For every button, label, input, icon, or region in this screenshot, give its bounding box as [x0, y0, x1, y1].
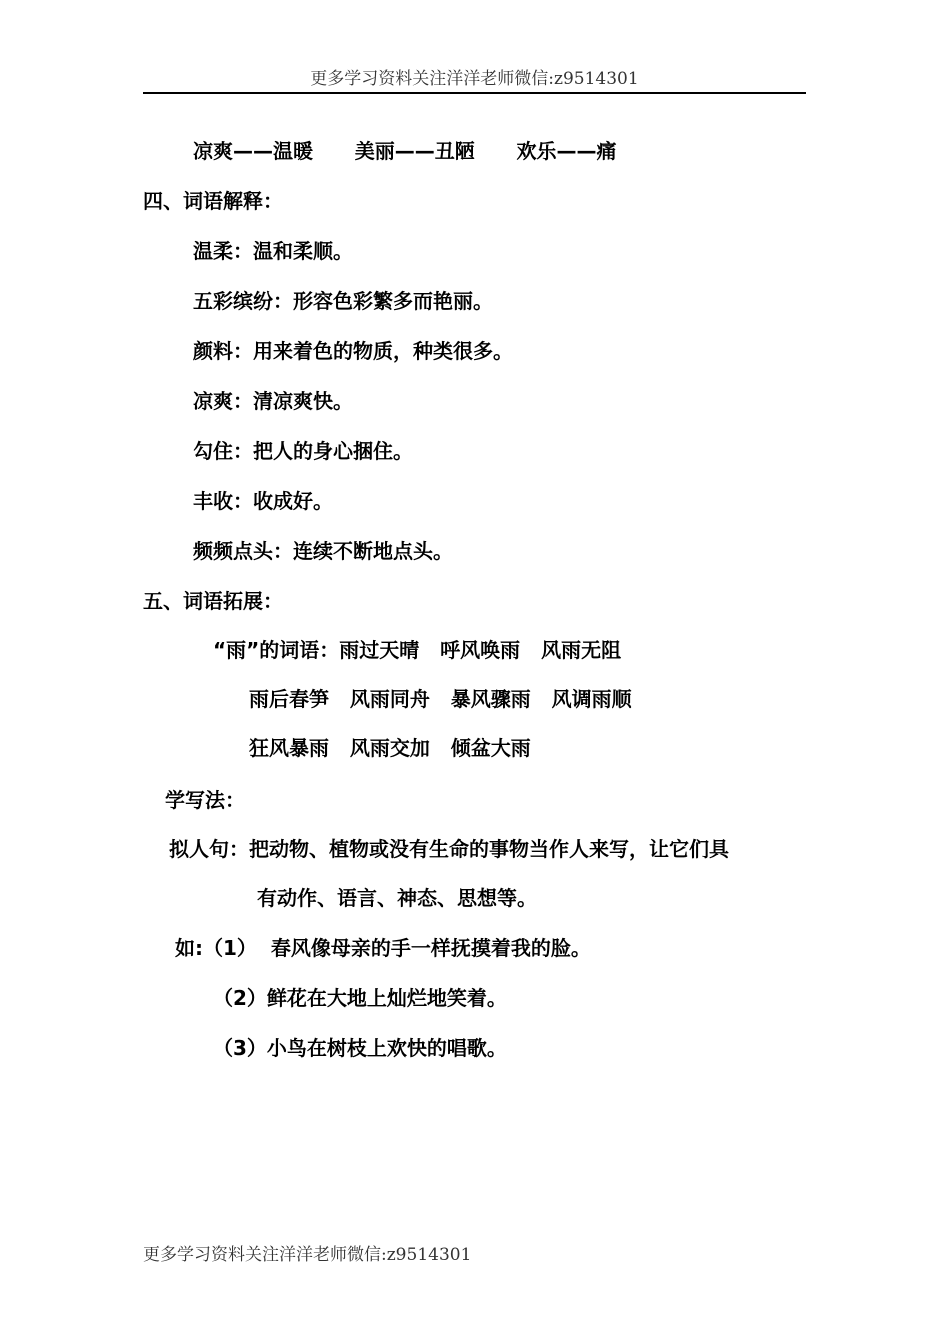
- page-footer: 更多学习资料关注洋洋老师微信:z9514301: [143, 1245, 472, 1265]
- page-header: 更多学习资料关注洋洋老师微信:z9514301: [143, 66, 806, 94]
- example-sentence: 如:（1） 春风像母亲的手一样抚摸着我的脸。: [175, 936, 591, 960]
- rain-words-line: 雨后春笋 风雨同舟 暴风骤雨 风调雨顺: [249, 687, 632, 711]
- definition-item: 五彩缤纷：形容色彩繁多而艳丽。: [193, 289, 493, 313]
- rain-words-line: “雨”的词语：雨过天晴 呼风唤雨 风雨无阻: [213, 638, 622, 662]
- personification-definition: 拟人句：把动物、植物或没有生命的事物当作人来写，让它们具: [169, 837, 729, 861]
- definition-item: 勾住：把人的身心捆住。: [193, 439, 413, 463]
- personification-definition-cont: 有动作、语言、神态、思想等。: [257, 886, 537, 910]
- rain-words-line: 狂风暴雨 风雨交加 倾盆大雨: [249, 736, 531, 760]
- section-five-heading: 五、词语拓展：: [143, 589, 283, 613]
- writing-method-heading: 学写法：: [165, 788, 245, 812]
- antonym-pairs: 凉爽——温暖 美丽——丑陋 欢乐——痛: [193, 139, 617, 163]
- section-four-heading: 四、词语解释：: [143, 189, 283, 213]
- example-sentence: （2）鲜花在大地上灿烂地笑着。: [213, 986, 507, 1010]
- definition-item: 频频点头：连续不断地点头。: [193, 539, 453, 563]
- definition-item: 丰收：收成好。: [193, 489, 333, 513]
- example-sentence: （3）小鸟在树枝上欢快的唱歌。: [213, 1036, 507, 1060]
- definition-item: 温柔：温和柔顺。: [193, 239, 353, 263]
- definition-item: 颜料：用来着色的物质，种类很多。: [193, 339, 513, 363]
- definition-item: 凉爽：清凉爽快。: [193, 389, 353, 413]
